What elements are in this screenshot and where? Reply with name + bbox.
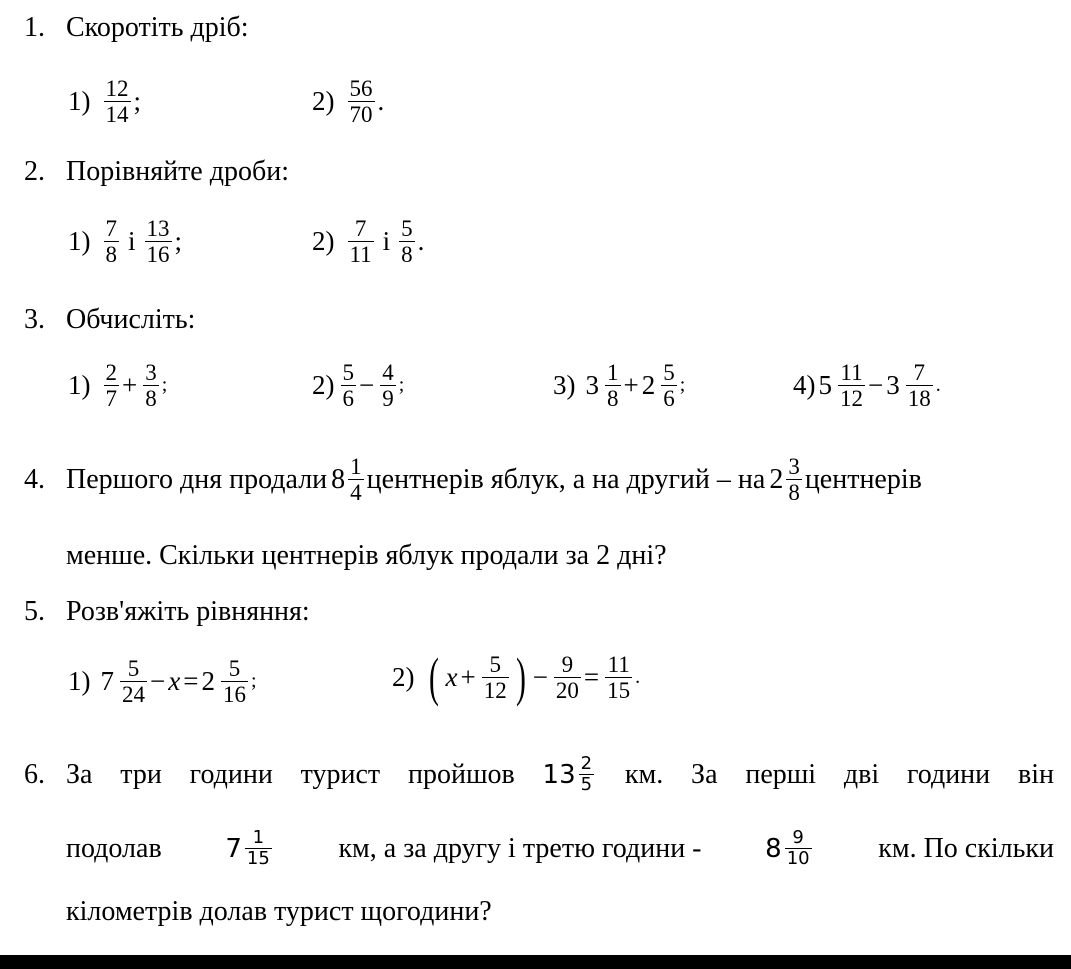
fraction: $\frac{7}{18}$ xyxy=(907,360,931,411)
task-number: 5. xyxy=(24,596,45,627)
fraction: $\frac{5}{16}$ xyxy=(222,656,246,707)
task-3-item-4: 4) 5 $\frac{11}{12}$ − 3 $\frac{7}{18}$ . xyxy=(793,360,941,411)
task-1-item-2: 2) $\frac{56}{70}$ . xyxy=(312,76,385,127)
task-number: 6. xyxy=(24,758,45,790)
item-label: 2) xyxy=(312,86,335,116)
fraction: $\frac{11}{15}$ xyxy=(607,651,631,703)
task-title: Обчисліть: xyxy=(66,304,196,335)
task-number: 1. xyxy=(24,12,45,43)
fraction: $\frac{5}{24}$ xyxy=(122,656,145,707)
task-2-item-1: 1) $\frac{7}{8}$ і $\frac{13}{16}$ ; xyxy=(68,216,183,267)
fraction: $\frac{2}{7}$ xyxy=(105,360,117,411)
fraction: $\frac{13}{16}$ xyxy=(146,216,170,267)
task-5-heading xyxy=(24,596,310,628)
task-title: Скоротіть дріб: xyxy=(66,12,249,43)
task-6-line-3: кілометрів долав турист щогодини? xyxy=(66,896,492,927)
fraction: $\frac{5}{8}$ xyxy=(401,216,413,267)
task-2-item-2: 2) $\frac{7}{11}$ і $\frac{5}{8}$ . xyxy=(312,216,425,267)
fraction: $\frac{5}{6}$ xyxy=(663,360,675,411)
fraction: $\frac{11}{12}$ xyxy=(840,360,863,411)
item-label: 1) xyxy=(68,86,91,116)
task-3-item-2: 2) $\frac{5}{6}$ − $\frac{4}{9}$ ; xyxy=(312,360,405,411)
task-1-heading xyxy=(24,12,249,44)
fraction: $\frac{9}{10}$ xyxy=(786,827,810,869)
fraction: $\frac{12}{14}$ xyxy=(105,76,129,127)
task-number: 4. xyxy=(24,463,45,495)
fraction: $\frac{1}{4}$ xyxy=(350,454,362,505)
task-6-line-2: подолав 7 $\frac{1}{15}$ км, а за другу і третю години - 8 $\frac{9}{10}$ км. По скільки xyxy=(66,827,1054,869)
task-3-item-1: 1) $\frac{2}{7}$ + $\frac{3}{8}$ ; xyxy=(68,360,168,411)
fraction: $\frac{5}{6}$ xyxy=(342,360,354,411)
task-6-line-1: 6. За три години турист пройшов 13 $\frac{2}{5}$ км. За перші дві години він xyxy=(24,753,1054,795)
fraction: $\frac{5}{12}$ xyxy=(483,651,507,703)
task-number: 3. xyxy=(24,304,45,335)
task-3-item-3: 3) 3 $\frac{1}{8}$ + 2 $\frac{5}{6}$ ; xyxy=(553,360,686,411)
task-3-heading xyxy=(24,304,195,336)
task-2-heading xyxy=(24,156,289,188)
task-1-item-1: 1) $\frac{12}{14}$ ; xyxy=(68,76,142,127)
bottom-border xyxy=(0,955,1071,969)
task-5-item-1: 1) 7 $\frac{5}{24}$ − x = 2 $\frac{5}{16}$ ; xyxy=(68,656,257,707)
fraction: $\frac{2}{5}$ xyxy=(580,753,593,795)
fraction: $\frac{3}{8}$ xyxy=(788,454,800,505)
fraction: $\frac{4}{9}$ xyxy=(382,360,394,411)
fraction: $\frac{56}{70}$ xyxy=(349,76,373,127)
fraction: $\frac{3}{8}$ xyxy=(145,360,157,411)
fraction: $\frac{9}{20}$ xyxy=(555,651,579,703)
fraction: $\frac{7}{11}$ xyxy=(349,216,372,267)
fraction: $\frac{1}{15}$ xyxy=(246,827,270,869)
task-5-item-2: 2) ( x + $\frac{5}{12}$ ) − $\frac{9}{20}$ = $\frac{11}{15}$ . xyxy=(392,647,641,707)
left-paren: ( xyxy=(428,647,439,707)
task-title: Розв'яжіть рівняння: xyxy=(66,596,310,627)
task-4-line-1: 4. Першого дня продали 8 $\frac{1}{4}$ центнерів яблук, а на другий – на 2 $\frac{3}{8}$ центнерів xyxy=(24,454,922,505)
fraction: $\frac{7}{8}$ xyxy=(105,216,117,267)
fraction: $\frac{1}{8}$ xyxy=(607,360,619,411)
task-4-line-2: менше. Скільки центнерів яблук продали за 2 дні? xyxy=(66,540,667,571)
right-paren: ) xyxy=(515,647,526,707)
task-number: 2. xyxy=(24,156,45,187)
task-title: Порівняйте дроби: xyxy=(66,156,289,187)
